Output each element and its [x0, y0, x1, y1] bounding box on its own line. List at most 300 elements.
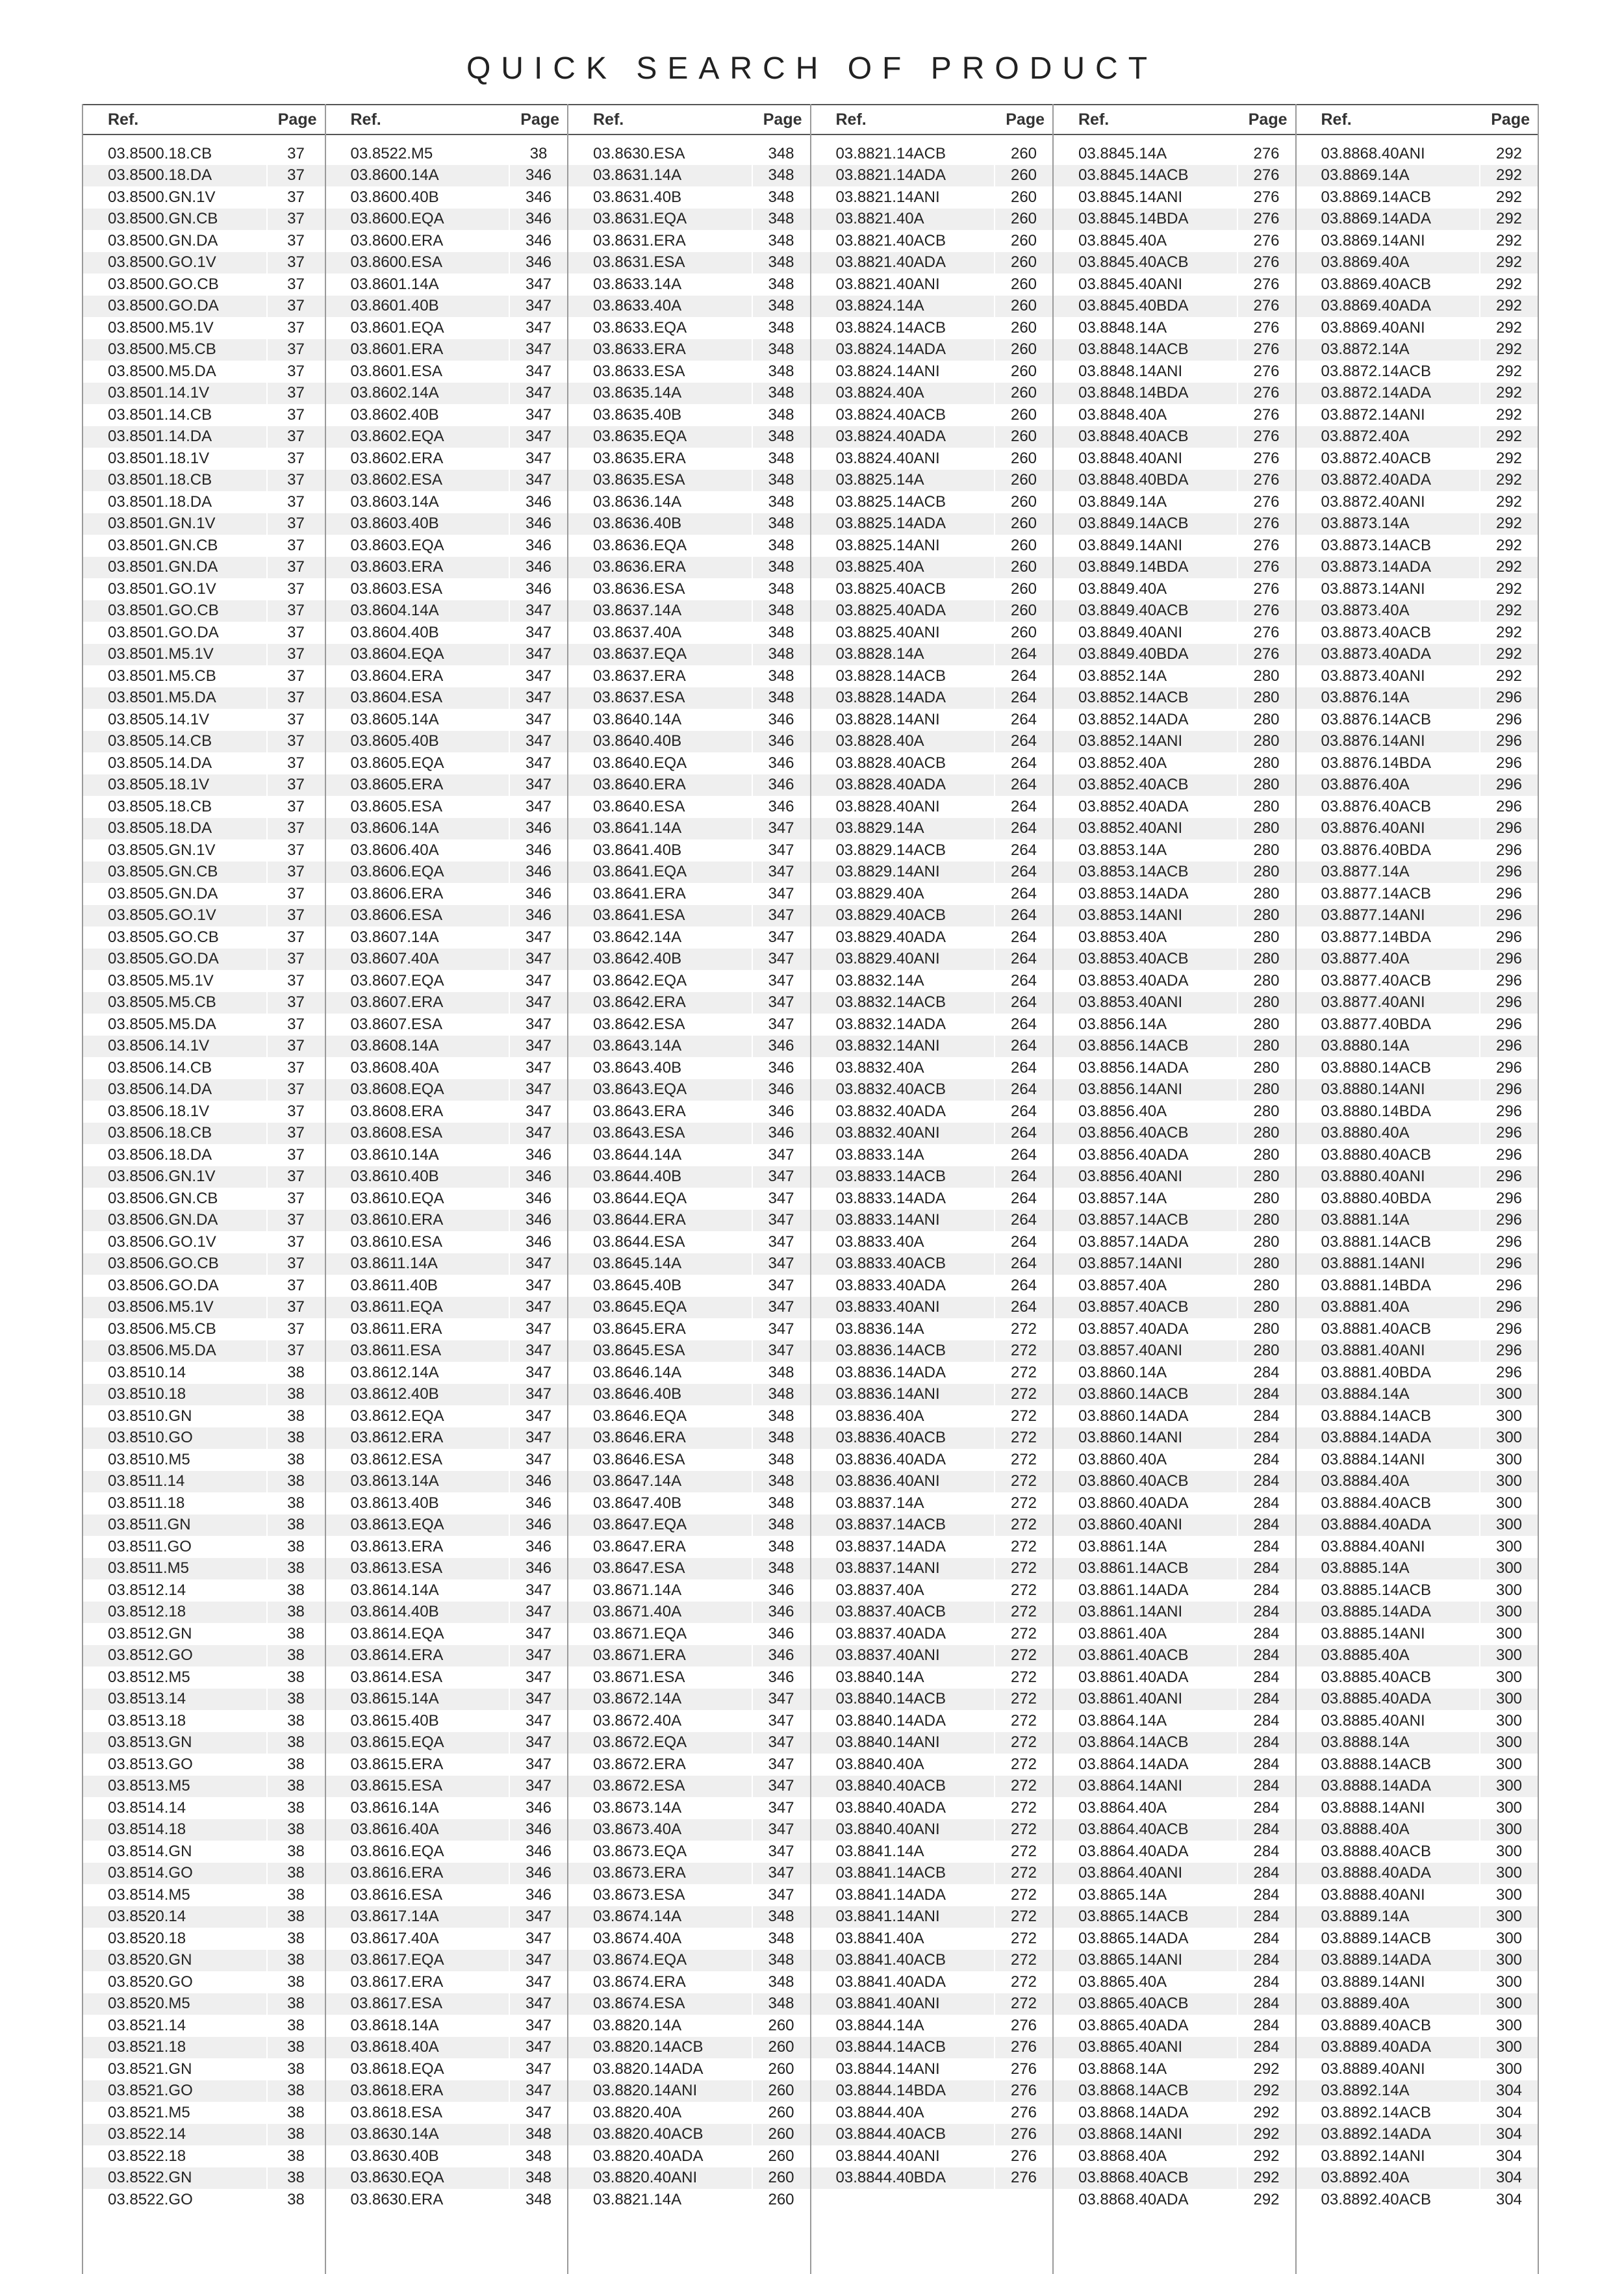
table-row: [568, 2189, 810, 2211]
product-ref: 03.8841.40ANI: [835, 1995, 940, 2013]
table-row: [1054, 2080, 1295, 2102]
page-number: 264: [994, 752, 1052, 774]
table-row: [1297, 600, 1538, 622]
page-number: 37: [266, 165, 325, 187]
product-ref: 03.8611.ERA: [350, 1320, 442, 1338]
table-row: [83, 709, 325, 731]
page-number: 37: [266, 252, 325, 274]
page-number: 347: [509, 1732, 567, 1754]
product-ref: 03.8605.40B: [350, 732, 439, 750]
table-row: [568, 1101, 810, 1123]
page-number: 37: [266, 1014, 325, 1036]
page-number: 37: [266, 274, 325, 296]
product-ref: 03.8869.40ADA: [1321, 297, 1431, 315]
product-ref: 03.8642.EQA: [593, 971, 687, 990]
table-row: [811, 143, 1053, 165]
table-row: [811, 1884, 1053, 1906]
page-number: 38: [266, 2102, 325, 2124]
product-ref: 03.8672.14A: [593, 1690, 682, 1708]
product-ref: 03.8500.M5.DA: [108, 362, 216, 380]
table-row: [1054, 1101, 1295, 1123]
product-ref: 03.8889.14ADA: [1321, 1951, 1431, 1969]
product-ref: 03.8671.40A: [593, 1603, 682, 1621]
page-number: 346: [752, 1579, 810, 1602]
page-number: 264: [994, 1275, 1052, 1297]
product-ref: 03.8514.18: [108, 1820, 186, 1839]
product-ref: 03.8615.ESA: [350, 1777, 442, 1795]
product-ref: 03.8635.40B: [593, 405, 682, 424]
product-ref: 03.8820.40ADA: [593, 2147, 704, 2165]
page-number: 37: [266, 905, 325, 927]
table-row: [83, 644, 325, 666]
table-row: [1297, 165, 1538, 187]
product-ref: 03.8889.14A: [1321, 1908, 1410, 1926]
table-row: [1054, 557, 1295, 579]
product-ref: 03.8888.40ACB: [1321, 1842, 1431, 1860]
page-number: 296: [1479, 1036, 1538, 1058]
product-ref: 03.8614.EQA: [350, 1624, 444, 1642]
product-ref: 03.8501.M5.DA: [108, 689, 216, 707]
table-row: [568, 1057, 810, 1079]
page-number: 292: [1479, 230, 1538, 252]
table-row: [1054, 186, 1295, 209]
product-ref: 03.8828.40ACB: [835, 754, 946, 772]
page-number: 300: [1479, 1645, 1538, 1667]
page-number: 347: [752, 1754, 810, 1776]
table-row: [1297, 1210, 1538, 1232]
page-number: 276: [1237, 600, 1295, 622]
page-number: 348: [752, 1427, 810, 1450]
product-ref: 03.8840.40ACB: [835, 1777, 946, 1795]
page-number: 264: [994, 1123, 1052, 1145]
page-number: 347: [509, 1623, 567, 1645]
page-number: 264: [994, 1210, 1052, 1232]
table-row: [568, 535, 810, 557]
table-row: [326, 1514, 568, 1537]
product-ref: 03.8865.40A: [1078, 1973, 1167, 1991]
page-number: 38: [266, 1993, 325, 2015]
page-number: 348: [752, 491, 810, 513]
page-number: 260: [994, 209, 1052, 231]
table-row: [568, 2037, 810, 2059]
table-row: [1297, 752, 1538, 774]
page-number: 37: [266, 339, 325, 361]
product-ref: 03.8888.40ADA: [1321, 1864, 1431, 1882]
product-ref: 03.8821.14ADA: [835, 166, 946, 185]
product-ref: 03.8881.14A: [1321, 1211, 1410, 1229]
page-number: 346: [752, 774, 810, 797]
product-ref: 03.8880.40ANI: [1321, 1168, 1425, 1186]
page-number: 272: [994, 1863, 1052, 1885]
page-number: 346: [752, 1101, 810, 1123]
product-ref: 03.8845.40ANI: [1078, 275, 1183, 293]
table-row: [83, 1275, 325, 1297]
product-ref: 03.8643.ERA: [593, 1102, 686, 1120]
table-row: [1054, 1797, 1295, 1819]
page-number: 38: [266, 1732, 325, 1754]
table-row: [811, 252, 1053, 274]
table-row: [568, 1492, 810, 1514]
page-number: 284: [1237, 1384, 1295, 1406]
table-row: [1054, 1384, 1295, 1406]
product-ref: 03.8511.14: [108, 1472, 185, 1490]
table-row: [1297, 426, 1538, 448]
table-row: [1054, 905, 1295, 927]
table-row: [83, 513, 325, 535]
page-number: 37: [266, 839, 325, 862]
table-row: [1054, 448, 1295, 470]
page-number: 260: [994, 578, 1052, 600]
page-number: 300: [1479, 1928, 1538, 1950]
product-ref: 03.8642.40B: [593, 950, 682, 968]
product-ref: 03.8672.ERA: [593, 1755, 686, 1773]
page-number: 348: [752, 557, 810, 579]
table-row: [326, 2058, 568, 2080]
page-number: 347: [509, 1057, 567, 1079]
product-ref: 03.8824.14ACB: [835, 318, 946, 337]
table-row: [83, 1776, 325, 1798]
table-row: [83, 970, 325, 992]
product-ref: 03.8500.GO.DA: [108, 297, 219, 315]
product-ref: 03.8828.14ACB: [835, 667, 946, 685]
table-row: [811, 949, 1053, 971]
page-number: 296: [1479, 1166, 1538, 1188]
page-number: 347: [509, 796, 567, 818]
table-row: [811, 1928, 1053, 1950]
page-number: 37: [266, 448, 325, 470]
table-row: [1297, 2015, 1538, 2037]
table-row: [1297, 1884, 1538, 1906]
table-row: [326, 2080, 568, 2102]
product-ref: 03.8841.14ACB: [835, 1864, 946, 1882]
product-ref: 03.8617.ESA: [350, 1995, 442, 2013]
table-row: [811, 839, 1053, 862]
table-row: [83, 1405, 325, 1427]
product-ref: 03.8501.18.DA: [108, 492, 212, 511]
page-number: 280: [1237, 1166, 1295, 1188]
product-ref: 03.8845.40BDA: [1078, 297, 1189, 315]
product-ref: 03.8603.40B: [350, 515, 439, 533]
table-row: [1054, 470, 1295, 492]
table-row: [83, 1602, 325, 1624]
table-row: [326, 230, 568, 252]
table-row: [811, 883, 1053, 905]
page-number: 296: [1479, 774, 1538, 797]
product-ref: 03.8608.40A: [350, 1058, 439, 1077]
product-ref: 03.8848.40ANI: [1078, 449, 1183, 467]
table-row: [811, 186, 1053, 209]
page-number: 347: [509, 992, 567, 1014]
page-title: QUICK SEARCH OF PRODUCT: [466, 51, 1158, 86]
product-ref: 03.8506.14.DA: [108, 1080, 212, 1099]
product-ref: 03.8885.14ADA: [1321, 1603, 1431, 1621]
table-row: [568, 1166, 810, 1188]
page-number: 37: [266, 752, 325, 774]
table-row: [1297, 926, 1538, 949]
product-ref: 03.8520.GN: [108, 1951, 192, 1969]
product-ref: 03.8647.ESA: [593, 1559, 685, 1578]
product-ref: 03.8647.EQA: [593, 1516, 687, 1534]
table-row: [568, 186, 810, 209]
table-row: [811, 339, 1053, 361]
table-row: [811, 535, 1053, 557]
table-row: [811, 361, 1053, 383]
page-number: 296: [1479, 1231, 1538, 1253]
table-row: [83, 383, 325, 405]
page-number: 292: [1479, 209, 1538, 231]
page-number: 280: [1237, 1253, 1295, 1275]
product-ref: 03.8644.EQA: [593, 1189, 687, 1207]
page-number: 276: [1237, 578, 1295, 600]
product-ref: 03.8511.18: [108, 1494, 185, 1512]
product-ref: 03.8616.EQA: [350, 1842, 444, 1860]
product-ref: 03.8820.40A: [593, 2103, 682, 2121]
page-number: 347: [509, 1602, 567, 1624]
product-ref: 03.8501.M5.CB: [108, 667, 216, 685]
product-ref: 03.8833.14ADA: [835, 1189, 946, 1207]
table-row: [1054, 317, 1295, 339]
table-row: [83, 1449, 325, 1471]
table-row: [1297, 230, 1538, 252]
page-number: 347: [509, 1318, 567, 1340]
product-ref: 03.8865.14ANI: [1078, 1951, 1183, 1969]
table-row: [83, 1166, 325, 1188]
page-number: 347: [509, 1449, 567, 1471]
page-number: 348: [509, 2124, 567, 2146]
product-ref: 03.8892.14ADA: [1321, 2125, 1431, 2143]
product-ref: 03.8501.GN.1V: [108, 515, 216, 533]
page-number: 284: [1237, 1819, 1295, 1841]
table-row: [1054, 1841, 1295, 1863]
table-row: [83, 1514, 325, 1537]
page-number: 276: [1237, 361, 1295, 383]
page-number: 284: [1237, 1841, 1295, 1863]
product-ref: 03.8841.40ADA: [835, 1973, 946, 1991]
table-row: [568, 1079, 810, 1101]
product-ref: 03.8864.14ADA: [1078, 1755, 1189, 1773]
product-ref: 03.8513.GN: [108, 1733, 192, 1752]
page-number: 260: [994, 557, 1052, 579]
table-row: [1054, 1602, 1295, 1624]
product-ref: 03.8505.GO.CB: [108, 928, 219, 946]
table-row: [83, 1689, 325, 1711]
table-row: [1054, 1297, 1295, 1319]
product-ref: 03.8832.14A: [835, 971, 924, 990]
page-number: 37: [266, 296, 325, 318]
page-number: 348: [752, 622, 810, 644]
page-number: 347: [509, 1079, 567, 1101]
page-number: 38: [266, 1362, 325, 1384]
table-row: [811, 1340, 1053, 1362]
table-row: [568, 2167, 810, 2190]
page-number: 280: [1237, 992, 1295, 1014]
table-row: [1297, 2080, 1538, 2102]
product-ref: 03.8505.18.CB: [108, 797, 212, 815]
table-row: [568, 644, 810, 666]
page-number: 300: [1479, 1689, 1538, 1711]
table-row: [83, 2015, 325, 2037]
page-number: 38: [266, 1405, 325, 1427]
table-row: [83, 339, 325, 361]
page-number: 272: [994, 1318, 1052, 1340]
page-number: 280: [1237, 862, 1295, 884]
product-ref: 03.8888.14ADA: [1321, 1777, 1431, 1795]
table-row: [811, 905, 1053, 927]
page-number: 300: [1479, 1579, 1538, 1602]
product-ref: 03.8881.40BDA: [1321, 1363, 1431, 1381]
table-row: [568, 2102, 810, 2124]
product-ref: 03.8833.14A: [835, 1145, 924, 1164]
product-ref: 03.8824.40ANI: [835, 449, 940, 467]
page-number: 296: [1479, 1057, 1538, 1079]
page-number: 347: [509, 2102, 567, 2124]
product-ref: 03.8618.ESA: [350, 2103, 442, 2121]
page-number: 292: [1479, 557, 1538, 579]
page-number: 272: [994, 1797, 1052, 1819]
product-ref: 03.8864.40ANI: [1078, 1864, 1183, 1882]
index-column: [83, 104, 326, 2274]
product-ref: 03.8848.14BDA: [1078, 384, 1189, 402]
table-row: [326, 339, 568, 361]
product-ref: 03.8877.40A: [1321, 950, 1410, 968]
table-row: [811, 709, 1053, 731]
page-number: 292: [1479, 491, 1538, 513]
page-number: 284: [1237, 1579, 1295, 1602]
table-row: [568, 1558, 810, 1580]
page-number: 280: [1237, 1144, 1295, 1166]
product-ref: 03.8856.40ADA: [1078, 1145, 1189, 1164]
page-number: 292: [1479, 426, 1538, 448]
product-ref: 03.8888.40A: [1321, 1820, 1410, 1839]
product-ref: 03.8606.14A: [350, 819, 439, 837]
page-number: 37: [266, 209, 325, 231]
table-row: [1297, 1863, 1538, 1885]
page-number: 348: [752, 600, 810, 622]
page-number: 272: [994, 1471, 1052, 1493]
table-row: [811, 1819, 1053, 1841]
page-number: 348: [752, 1384, 810, 1406]
page-number: 347: [509, 644, 567, 666]
page-number: 272: [994, 1689, 1052, 1711]
product-ref: 03.8500.M5.CB: [108, 340, 216, 359]
table-row: [1297, 2102, 1538, 2124]
product-ref: 03.8610.14A: [350, 1145, 439, 1164]
table-row: [83, 1188, 325, 1210]
product-ref: 03.8512.GN: [108, 1624, 192, 1642]
table-row: [1297, 774, 1538, 797]
product-ref: 03.8888.40ANI: [1321, 1885, 1425, 1904]
table-row: [1297, 1536, 1538, 1558]
product-ref: 03.8824.14ADA: [835, 340, 946, 359]
table-row: [1297, 2124, 1538, 2146]
page-number: 346: [509, 1188, 567, 1210]
page-number: 280: [1237, 1188, 1295, 1210]
page-number: 346: [752, 1602, 810, 1624]
table-row: [568, 774, 810, 797]
page-number: 348: [752, 1405, 810, 1427]
product-ref: 03.8880.14BDA: [1321, 1102, 1431, 1120]
product-ref: 03.8640.EQA: [593, 754, 687, 772]
page-number: 347: [509, 1645, 567, 1667]
page-number: 347: [509, 1340, 567, 1362]
page-number: 260: [994, 600, 1052, 622]
table-row: [568, 1036, 810, 1058]
table-row: [326, 818, 568, 840]
page-number: 264: [994, 644, 1052, 666]
page-number: 296: [1479, 1144, 1538, 1166]
table-row: [1054, 709, 1295, 731]
page-number: 284: [1237, 1950, 1295, 1972]
product-ref: 03.8848.40ACB: [1078, 428, 1189, 446]
page-number: 272: [994, 1819, 1052, 1841]
table-row: [811, 296, 1053, 318]
table-row: [1297, 1754, 1538, 1776]
page-number: 300: [1479, 1950, 1538, 1972]
table-row: [83, 1579, 325, 1602]
table-row: [568, 1253, 810, 1275]
page-number: 292: [1237, 2080, 1295, 2102]
table-row: [83, 1362, 325, 1384]
table-row: [1297, 209, 1538, 231]
table-row: [326, 2145, 568, 2167]
product-ref: 03.8500.GN.CB: [108, 210, 218, 228]
product-ref: 03.8644.40B: [593, 1168, 682, 1186]
product-ref: 03.8616.ESA: [350, 1885, 442, 1904]
page-number: 347: [752, 839, 810, 862]
product-ref: 03.8856.40ANI: [1078, 1168, 1183, 1186]
product-ref: 03.8868.14ADA: [1078, 2103, 1189, 2121]
table-row: [811, 2058, 1053, 2080]
page-number: 272: [994, 1449, 1052, 1471]
page-number: 296: [1479, 687, 1538, 709]
page-number: 292: [1479, 448, 1538, 470]
product-ref: 03.8672.EQA: [593, 1733, 687, 1752]
table-row: [1054, 1863, 1295, 1885]
page-number: 292: [1479, 361, 1538, 383]
page-number: 347: [752, 1188, 810, 1210]
page-number: 284: [1237, 1776, 1295, 1798]
page-number: 37: [266, 644, 325, 666]
page-number: 348: [752, 317, 810, 339]
page-number: 280: [1237, 1014, 1295, 1036]
table-row: [811, 2037, 1053, 2059]
product-ref: 03.8877.14BDA: [1321, 928, 1431, 946]
table-row: [1297, 2145, 1538, 2167]
product-ref: 03.8501.GO.DA: [108, 623, 219, 641]
page-number: 264: [994, 1101, 1052, 1123]
page-number: 296: [1479, 905, 1538, 927]
table-row: [1297, 252, 1538, 274]
product-ref: 03.8671.ERA: [593, 1646, 686, 1665]
product-ref: 03.8825.40ACB: [835, 580, 946, 598]
page-number: 264: [994, 1079, 1052, 1101]
product-ref: 03.8869.14ADA: [1321, 210, 1431, 228]
table-row: [326, 2124, 568, 2146]
product-ref: 03.8857.14A: [1078, 1189, 1167, 1207]
page-number: 347: [752, 1841, 810, 1863]
page-number: 38: [266, 1492, 325, 1514]
table-row: [83, 1210, 325, 1232]
page-number: 346: [509, 1841, 567, 1863]
product-ref: 03.8506.18.DA: [108, 1145, 212, 1164]
page-number: 296: [1479, 926, 1538, 949]
product-ref: 03.8856.14ANI: [1078, 1080, 1183, 1099]
table-row: [83, 1841, 325, 1863]
product-ref: 03.8618.ERA: [350, 2082, 444, 2100]
product-ref: 03.8852.40A: [1078, 754, 1167, 772]
product-ref: 03.8602.14A: [350, 384, 439, 402]
product-ref: 03.8844.40ANI: [835, 2147, 940, 2165]
